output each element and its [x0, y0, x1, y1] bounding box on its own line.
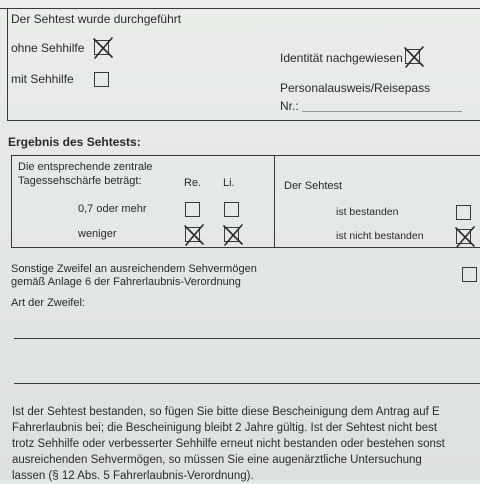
doubts-line1: Sonstige Zweifel an ausreichendem Sehvermögen	[11, 263, 257, 275]
column-re: Re.	[184, 177, 202, 189]
result-table-left	[11, 155, 12, 247]
section-title: Der Sehtest wurde durchgeführt	[11, 12, 182, 26]
art-der-zweifel-label: Art der Zweifel:	[11, 297, 85, 309]
bestanden-checkbox[interactable]	[456, 205, 471, 220]
sharpness-label-line1: Die entsprechende zentrale	[18, 161, 153, 173]
footer-line-3: trotz Sehhilfe oder verbesserter Sehhilfe erneut nicht bestanden oder bestehen sonst	[12, 438, 445, 450]
identitaet-checkbox[interactable]	[405, 49, 420, 64]
bestanden-label: ist bestanden	[336, 206, 399, 218]
result-table-divider	[274, 155, 275, 247]
row1-li-checkbox[interactable]	[224, 202, 239, 217]
column-li: Li.	[223, 177, 235, 189]
nr-input-line[interactable]	[302, 111, 462, 112]
ausweis-label: Personalausweis/Reisepass	[280, 81, 431, 95]
top-border	[0, 8, 480, 9]
row-label-07: 0,7 oder mehr	[78, 203, 147, 215]
nicht-bestanden-label: ist nicht bestanden	[336, 230, 424, 242]
doubts-input-line-2[interactable]	[14, 383, 480, 384]
row2-li-checkbox[interactable]	[224, 227, 239, 242]
row1-re-checkbox[interactable]	[185, 202, 200, 217]
row-label-weniger: weniger	[78, 228, 117, 240]
handwritten-cross-mark	[453, 225, 477, 249]
identitaet-label: Identität nachgewiesen	[280, 51, 403, 65]
top-left-border	[7, 8, 8, 120]
footer-line-4: ausreichenden Sehvermögen, so müssen Sie eine augenärztliche Untersuchung	[12, 454, 422, 466]
footer-line-2: Fahrerlaubnis bei; die Bescheinigung bleibt 2 Jahre gültig. Ist der Sehtest nicht best	[12, 422, 438, 434]
result-table-top	[11, 155, 480, 156]
nicht-bestanden-checkbox[interactable]	[456, 229, 471, 244]
handwritten-cross-mark	[91, 36, 115, 60]
mit-sehhilfe-checkbox[interactable]	[94, 72, 109, 87]
doubts-line2: gemäß Anlage 6 der Fahrerlaubnis-Verordnung	[11, 276, 241, 288]
sehtest-label: Der Sehtest	[284, 180, 343, 192]
mit-sehhilfe-label: mit Sehhilfe	[11, 72, 74, 86]
result-heading: Ergebnis des Sehtests:	[8, 135, 141, 149]
doubts-checkbox[interactable]	[462, 267, 477, 282]
doubts-input-line-1[interactable]	[14, 338, 480, 339]
handwritten-cross-mark	[402, 45, 426, 69]
handwritten-cross-mark	[182, 223, 206, 247]
footer-line-1: Ist der Sehtest bestanden, so fügen Sie bitte diese Bescheinigung dem Antrag auf E	[12, 406, 440, 418]
row2-re-checkbox[interactable]	[185, 227, 200, 242]
ohne-sehhilfe-label: ohne Sehhilfe	[11, 41, 85, 55]
ohne-sehhilfe-checkbox[interactable]	[94, 40, 109, 55]
nr-label: Nr.:	[280, 99, 299, 113]
top-section-bottom-border	[7, 120, 480, 121]
handwritten-cross-mark	[221, 223, 245, 247]
result-table-bottom	[11, 247, 480, 248]
sharpness-label-line2: Tagessehschärfe beträgt:	[18, 175, 142, 187]
footer-line-5: lassen (§ 12 Abs. 5 Fahrerlaubnis-Verordnung).	[12, 470, 254, 482]
